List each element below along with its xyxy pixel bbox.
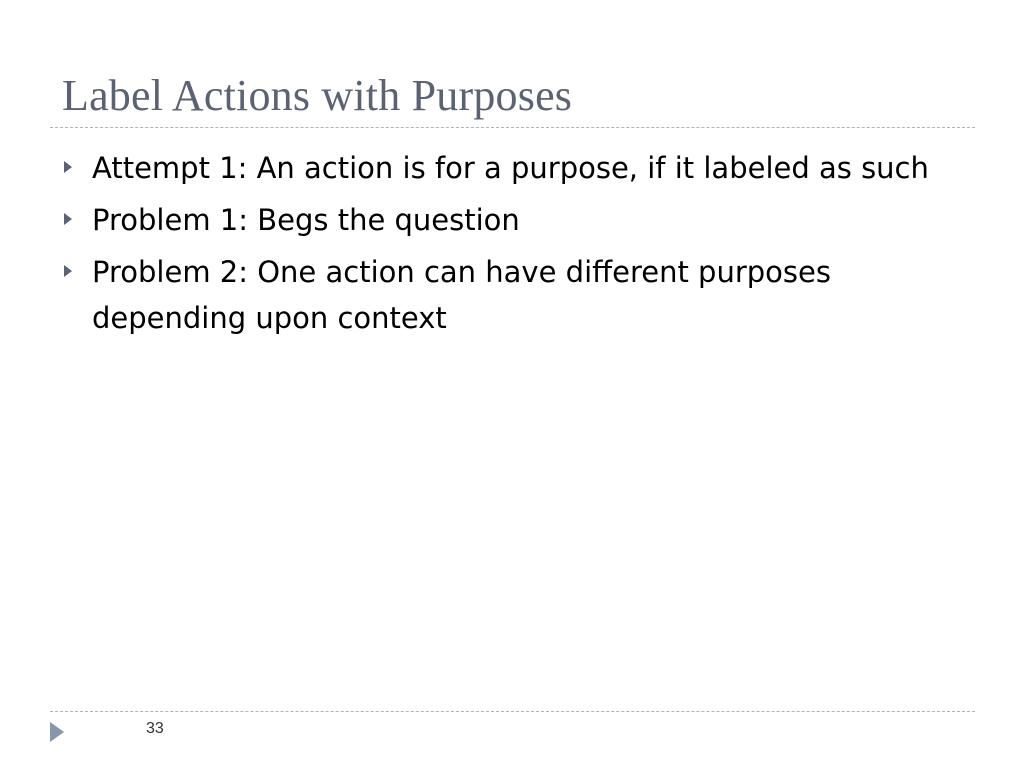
title-divider	[50, 127, 975, 128]
bullet-text: Problem 1: Begs the question	[92, 203, 520, 237]
bullet-text: Problem 2: One action can have different purposes depending upon context	[92, 255, 831, 335]
triangle-right-icon	[64, 213, 72, 225]
bullet-item	[64, 197, 964, 243]
bullet-text: Attempt 1: An action is for a purpose, if it labeled as such	[92, 151, 929, 185]
triangle-right-icon	[64, 265, 72, 277]
triangle-right-icon	[64, 161, 72, 173]
play-arrow-icon	[50, 722, 64, 742]
page-number: 33	[146, 720, 164, 737]
footer-divider	[50, 711, 975, 712]
slide-title: Label Actions with Purposes	[62, 71, 573, 120]
bullet-list	[64, 145, 964, 347]
bullet-item	[64, 145, 964, 191]
bullet-item	[64, 249, 964, 341]
